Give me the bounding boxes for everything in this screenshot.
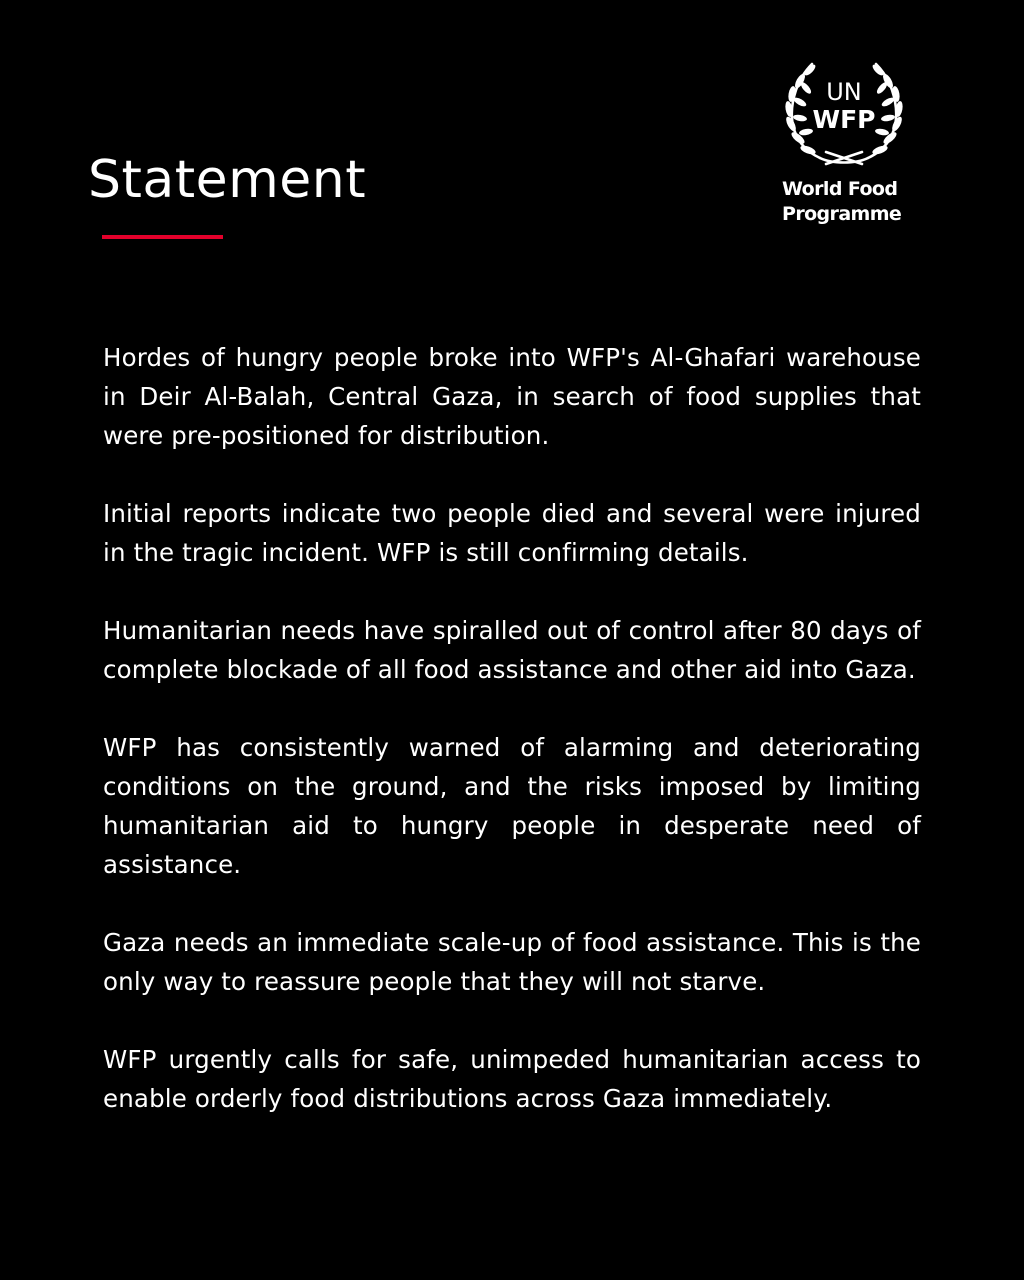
emblem-text-un: UN xyxy=(826,78,862,106)
wfp-logo xyxy=(772,60,916,236)
logo-name-line2: Programme xyxy=(782,203,902,225)
paragraph: Hordes of hungry people broke into WFP's Al-Ghafari warehouse in Deir Al-Balah, Central Gaza, in search of food supplies that were pre-positioned for distribution. xyxy=(103,343,921,450)
logo-org-name xyxy=(782,177,932,227)
paragraph: WFP has consistently warned of alarming and deteriorating conditions on the ground, and the risks imposed by limiting humanitarian aid to hungry people in desperate need of assistance. xyxy=(103,733,921,879)
statement-body xyxy=(103,338,921,1157)
paragraph: WFP urgently calls for safe, unimpeded humanitarian access to enable orderly food distributions across Gaza immediately. xyxy=(103,1045,921,1113)
paragraph: Gaza needs an immediate scale-up of food assistance. This is the only way to reassure people that they will not starve. xyxy=(103,928,921,996)
paragraph: Humanitarian needs have spiralled out of control after 80 days of complete blockade of all food assistance and other aid into Gaza. xyxy=(103,616,921,684)
laurel-wreath-icon xyxy=(780,60,908,170)
title-accent-bar xyxy=(102,235,223,239)
paragraph: Initial reports indicate two people died and several were injured in the tragic incident. WFP is still confirming details. xyxy=(103,499,921,567)
emblem-text-wfp: WFP xyxy=(812,105,876,134)
page-title: Statement xyxy=(88,150,367,210)
logo-name-line1: World Food xyxy=(782,178,898,200)
